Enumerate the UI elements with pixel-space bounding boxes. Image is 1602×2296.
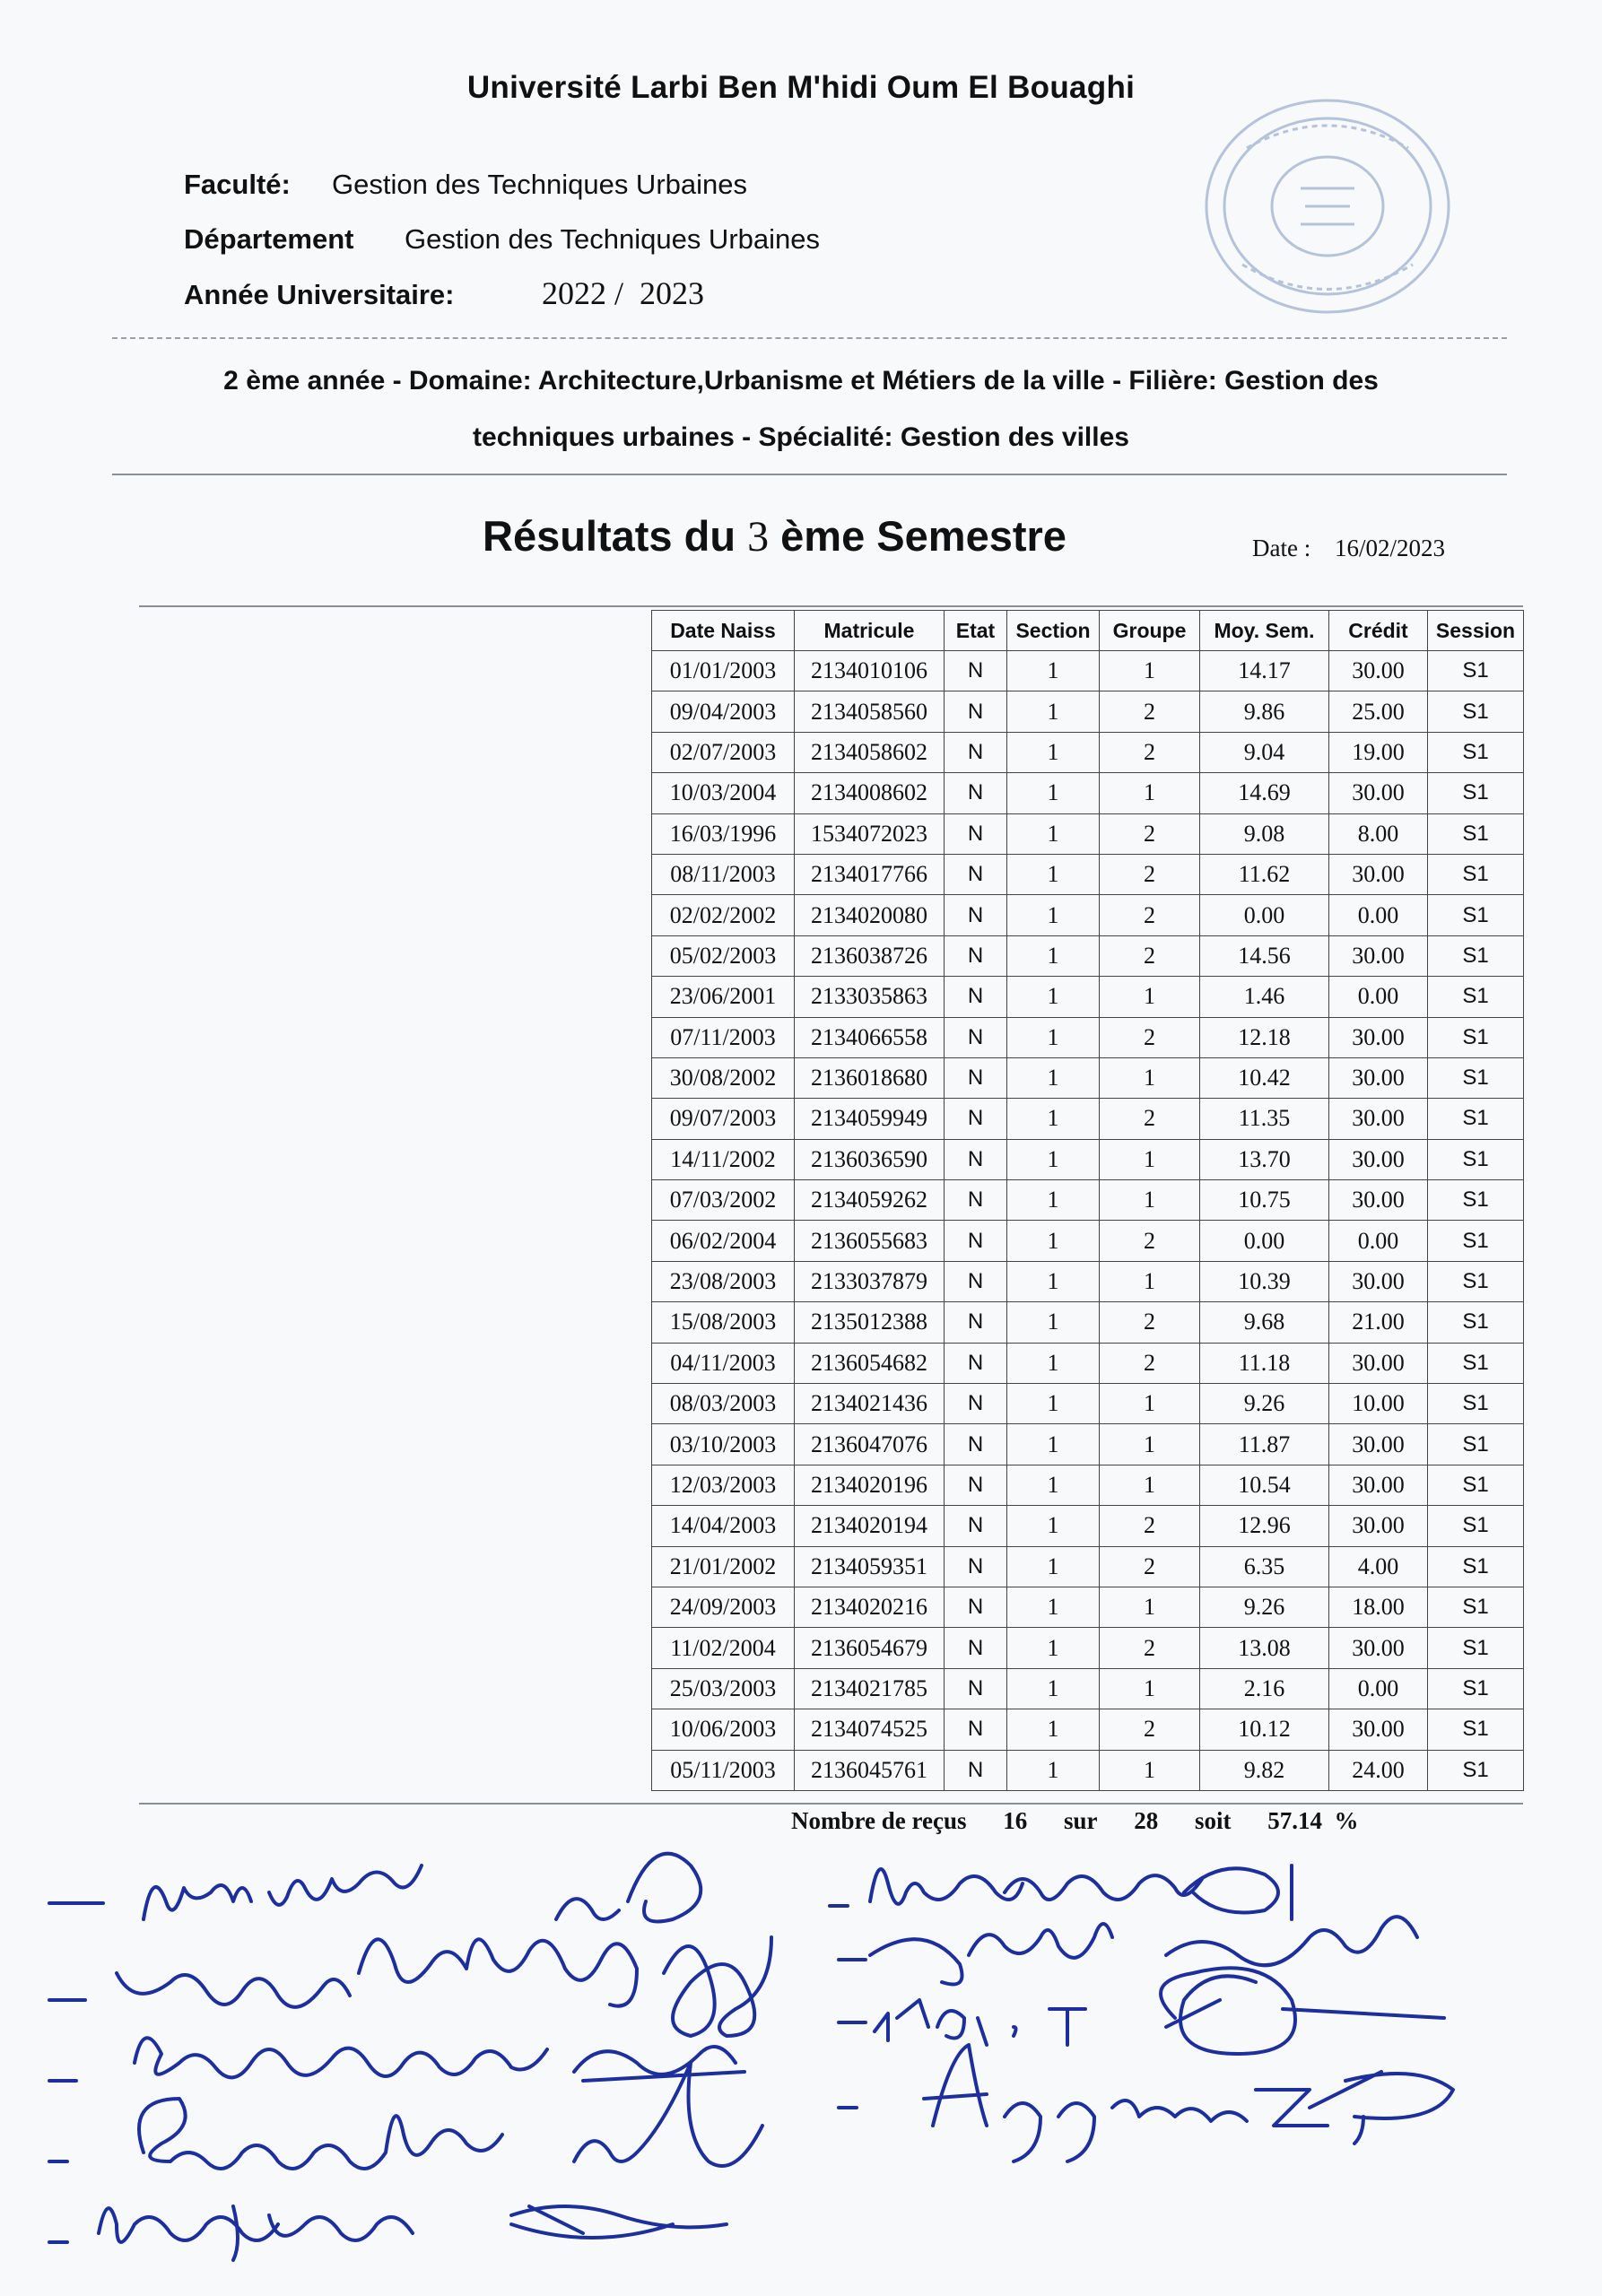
cell-matricule: 2134021436 bbox=[795, 1384, 945, 1424]
cell-section: 1 bbox=[1007, 1139, 1100, 1179]
cell-groupe: 2 bbox=[1100, 1628, 1200, 1668]
cell-moy-sem: 0.00 bbox=[1200, 895, 1329, 935]
cell-credit: 19.00 bbox=[1329, 732, 1428, 772]
departement-label: Département bbox=[184, 223, 354, 255]
cell-etat: N bbox=[945, 1668, 1007, 1709]
cell-groupe: 1 bbox=[1100, 1587, 1200, 1627]
cell-matricule: 2134059262 bbox=[795, 1180, 945, 1221]
cell-groupe: 2 bbox=[1100, 895, 1200, 935]
cell-etat: N bbox=[945, 1546, 1007, 1587]
cell-section: 1 bbox=[1007, 732, 1100, 772]
cell-matricule: 2136054679 bbox=[795, 1628, 945, 1668]
cell-etat: N bbox=[945, 854, 1007, 894]
cell-credit: 8.00 bbox=[1329, 813, 1428, 854]
cell-etat: N bbox=[945, 1343, 1007, 1383]
annee-label: Année Universitaire: bbox=[184, 279, 455, 310]
cell-credit: 30.00 bbox=[1329, 1465, 1428, 1505]
cell-section: 1 bbox=[1007, 773, 1100, 813]
cell-section: 1 bbox=[1007, 1057, 1100, 1098]
cell-date-naiss: 25/03/2003 bbox=[652, 1668, 795, 1709]
cell-session: S1 bbox=[1428, 1139, 1524, 1179]
cell-section: 1 bbox=[1007, 854, 1100, 894]
cell-groupe: 1 bbox=[1100, 1057, 1200, 1098]
title-suffix: ème Semestre bbox=[780, 512, 1067, 560]
col-credit: Crédit bbox=[1329, 611, 1428, 651]
cell-credit: 30.00 bbox=[1329, 1017, 1428, 1057]
cell-credit: 4.00 bbox=[1329, 1546, 1428, 1587]
cell-credit: 30.00 bbox=[1329, 854, 1428, 894]
date-label: Date : bbox=[1252, 535, 1311, 561]
cell-etat: N bbox=[945, 691, 1007, 732]
cell-credit: 0.00 bbox=[1329, 977, 1428, 1017]
cell-moy-sem: 0.00 bbox=[1200, 1221, 1329, 1261]
cell-credit: 24.00 bbox=[1329, 1750, 1428, 1790]
cell-etat: N bbox=[945, 1750, 1007, 1790]
cell-date-naiss: 05/11/2003 bbox=[652, 1750, 795, 1790]
cell-moy-sem: 9.04 bbox=[1200, 732, 1329, 772]
cell-session: S1 bbox=[1428, 1302, 1524, 1343]
cell-date-naiss: 09/07/2003 bbox=[652, 1099, 795, 1139]
cell-groupe: 1 bbox=[1100, 1668, 1200, 1709]
cell-credit: 30.00 bbox=[1329, 1139, 1428, 1179]
cell-matricule: 2134008602 bbox=[795, 773, 945, 813]
summary-percent: 57.14 % bbox=[1267, 1807, 1359, 1834]
cell-session: S1 bbox=[1428, 1546, 1524, 1587]
cell-session: S1 bbox=[1428, 1384, 1524, 1424]
cell-session: S1 bbox=[1428, 773, 1524, 813]
cell-session: S1 bbox=[1428, 1668, 1524, 1709]
cell-section: 1 bbox=[1007, 691, 1100, 732]
cell-moy-sem: 13.70 bbox=[1200, 1139, 1329, 1179]
cell-credit: 0.00 bbox=[1329, 1221, 1428, 1261]
col-moy-sem: Moy. Sem. bbox=[1200, 611, 1329, 651]
cell-etat: N bbox=[945, 1302, 1007, 1343]
cell-section: 1 bbox=[1007, 1709, 1100, 1750]
cell-moy-sem: 14.69 bbox=[1200, 773, 1329, 813]
cell-etat: N bbox=[945, 1709, 1007, 1750]
faculte-label: Faculté: bbox=[184, 169, 291, 200]
cell-date-naiss: 21/01/2002 bbox=[652, 1546, 795, 1587]
cell-groupe: 1 bbox=[1100, 651, 1200, 691]
cell-credit: 30.00 bbox=[1329, 1709, 1428, 1750]
cell-section: 1 bbox=[1007, 1465, 1100, 1505]
cell-groupe: 2 bbox=[1100, 1221, 1200, 1261]
summary-total: 28 bbox=[1134, 1807, 1159, 1834]
cell-session: S1 bbox=[1428, 1221, 1524, 1261]
cell-section: 1 bbox=[1007, 1180, 1100, 1221]
cell-section: 1 bbox=[1007, 813, 1100, 854]
cell-etat: N bbox=[945, 1221, 1007, 1261]
cell-etat: N bbox=[945, 1139, 1007, 1179]
cell-section: 1 bbox=[1007, 1506, 1100, 1546]
cell-moy-sem: 14.17 bbox=[1200, 651, 1329, 691]
cell-session: S1 bbox=[1428, 1099, 1524, 1139]
cell-groupe: 2 bbox=[1100, 732, 1200, 772]
cell-date-naiss: 03/10/2003 bbox=[652, 1424, 795, 1465]
cell-groupe: 1 bbox=[1100, 1139, 1200, 1179]
cell-matricule: 2136045761 bbox=[795, 1750, 945, 1790]
cell-credit: 0.00 bbox=[1329, 895, 1428, 935]
cell-moy-sem: 12.18 bbox=[1200, 1017, 1329, 1057]
cell-section: 1 bbox=[1007, 977, 1100, 1017]
cell-date-naiss: 12/03/2003 bbox=[652, 1465, 795, 1505]
cell-credit: 10.00 bbox=[1329, 1384, 1428, 1424]
program-line-2: techniques urbaines - Spécialité: Gestion des villes bbox=[473, 422, 1129, 452]
col-matricule: Matricule bbox=[795, 611, 945, 651]
cell-moy-sem: 9.26 bbox=[1200, 1384, 1329, 1424]
cell-matricule: 1534072023 bbox=[795, 813, 945, 854]
cell-session: S1 bbox=[1428, 1424, 1524, 1465]
cell-etat: N bbox=[945, 773, 1007, 813]
cell-etat: N bbox=[945, 1180, 1007, 1221]
cell-moy-sem: 9.26 bbox=[1200, 1587, 1329, 1627]
cell-matricule: 2134059351 bbox=[795, 1546, 945, 1587]
cell-groupe: 2 bbox=[1100, 691, 1200, 732]
cell-matricule: 2134020194 bbox=[795, 1506, 945, 1546]
cell-session: S1 bbox=[1428, 1750, 1524, 1790]
summary-recus: 16 bbox=[1003, 1807, 1028, 1834]
cell-credit: 21.00 bbox=[1329, 1302, 1428, 1343]
cell-matricule: 2134020216 bbox=[795, 1587, 945, 1627]
cell-date-naiss: 23/08/2003 bbox=[652, 1261, 795, 1301]
cell-date-naiss: 01/01/2003 bbox=[652, 651, 795, 691]
cell-date-naiss: 11/02/2004 bbox=[652, 1628, 795, 1668]
cell-groupe: 2 bbox=[1100, 1343, 1200, 1383]
cell-moy-sem: 6.35 bbox=[1200, 1546, 1329, 1587]
cell-matricule: 2136036590 bbox=[795, 1139, 945, 1179]
cell-etat: N bbox=[945, 895, 1007, 935]
departement-value: Gestion des Techniques Urbaines bbox=[405, 223, 820, 255]
cell-date-naiss: 23/06/2001 bbox=[652, 977, 795, 1017]
cell-moy-sem: 13.08 bbox=[1200, 1628, 1329, 1668]
cell-matricule: 2134074525 bbox=[795, 1709, 945, 1750]
cell-moy-sem: 9.08 bbox=[1200, 813, 1329, 854]
cell-date-naiss: 10/03/2004 bbox=[652, 773, 795, 813]
cell-date-naiss: 08/11/2003 bbox=[652, 854, 795, 894]
cell-moy-sem: 10.54 bbox=[1200, 1465, 1329, 1505]
cell-moy-sem: 12.96 bbox=[1200, 1506, 1329, 1546]
cell-credit: 0.00 bbox=[1329, 1668, 1428, 1709]
cell-etat: N bbox=[945, 1057, 1007, 1098]
cell-date-naiss: 14/11/2002 bbox=[652, 1139, 795, 1179]
cell-etat: N bbox=[945, 1099, 1007, 1139]
cell-session: S1 bbox=[1428, 651, 1524, 691]
cell-session: S1 bbox=[1428, 732, 1524, 772]
cell-groupe: 1 bbox=[1100, 1261, 1200, 1301]
cell-groupe: 2 bbox=[1100, 1302, 1200, 1343]
cell-moy-sem: 9.68 bbox=[1200, 1302, 1329, 1343]
cell-matricule: 2134017766 bbox=[795, 854, 945, 894]
cell-matricule: 2136018680 bbox=[795, 1057, 945, 1098]
cell-section: 1 bbox=[1007, 1261, 1100, 1301]
cell-session: S1 bbox=[1428, 977, 1524, 1017]
cell-date-naiss: 04/11/2003 bbox=[652, 1343, 795, 1383]
cell-moy-sem: 10.75 bbox=[1200, 1180, 1329, 1221]
cell-credit: 30.00 bbox=[1329, 651, 1428, 691]
cell-date-naiss: 07/03/2002 bbox=[652, 1180, 795, 1221]
cell-matricule: 2134066558 bbox=[795, 1017, 945, 1057]
cell-date-naiss: 14/04/2003 bbox=[652, 1506, 795, 1546]
cell-etat: N bbox=[945, 935, 1007, 976]
cell-date-naiss: 10/06/2003 bbox=[652, 1709, 795, 1750]
cell-etat: N bbox=[945, 813, 1007, 854]
cell-date-naiss: 02/02/2002 bbox=[652, 895, 795, 935]
cell-groupe: 2 bbox=[1100, 1099, 1200, 1139]
cell-matricule: 2136054682 bbox=[795, 1343, 945, 1383]
col-section: Section bbox=[1007, 611, 1100, 651]
cell-session: S1 bbox=[1428, 1506, 1524, 1546]
cell-session: S1 bbox=[1428, 1465, 1524, 1505]
cell-session: S1 bbox=[1428, 1587, 1524, 1627]
cell-session: S1 bbox=[1428, 1343, 1524, 1383]
cell-matricule: 2134020080 bbox=[795, 895, 945, 935]
cell-session: S1 bbox=[1428, 1017, 1524, 1057]
cell-session: S1 bbox=[1428, 813, 1524, 854]
cell-groupe: 2 bbox=[1100, 935, 1200, 976]
cell-date-naiss: 24/09/2003 bbox=[652, 1587, 795, 1627]
cell-groupe: 1 bbox=[1100, 773, 1200, 813]
cell-matricule: 2134021785 bbox=[795, 1668, 945, 1709]
cell-section: 1 bbox=[1007, 895, 1100, 935]
cell-credit: 18.00 bbox=[1329, 1587, 1428, 1627]
cell-moy-sem: 1.46 bbox=[1200, 977, 1329, 1017]
cell-section: 1 bbox=[1007, 1628, 1100, 1668]
summary-sur-label: sur bbox=[1063, 1807, 1098, 1834]
cell-moy-sem: 10.12 bbox=[1200, 1709, 1329, 1750]
cell-moy-sem: 9.82 bbox=[1200, 1750, 1329, 1790]
cell-groupe: 2 bbox=[1100, 1506, 1200, 1546]
date-value: 16/02/2023 bbox=[1335, 535, 1446, 561]
cell-date-naiss: 02/07/2003 bbox=[652, 732, 795, 772]
cell-groupe: 1 bbox=[1100, 1180, 1200, 1221]
cell-credit: 30.00 bbox=[1329, 1180, 1428, 1221]
cell-date-naiss: 08/03/2003 bbox=[652, 1384, 795, 1424]
cell-section: 1 bbox=[1007, 1750, 1100, 1790]
cell-credit: 30.00 bbox=[1329, 1424, 1428, 1465]
cell-credit: 30.00 bbox=[1329, 1343, 1428, 1383]
cell-credit: 30.00 bbox=[1329, 1099, 1428, 1139]
cell-matricule: 2134020196 bbox=[795, 1465, 945, 1505]
annee-value: 2022 / 2023 bbox=[542, 275, 705, 311]
cell-section: 1 bbox=[1007, 651, 1100, 691]
cell-groupe: 2 bbox=[1100, 1709, 1200, 1750]
cell-section: 1 bbox=[1007, 1343, 1100, 1383]
cell-matricule: 2136055683 bbox=[795, 1221, 945, 1261]
col-session: Session bbox=[1428, 611, 1524, 651]
cell-date-naiss: 15/08/2003 bbox=[652, 1302, 795, 1343]
cell-session: S1 bbox=[1428, 935, 1524, 976]
cell-section: 1 bbox=[1007, 1587, 1100, 1627]
cell-etat: N bbox=[945, 1261, 1007, 1301]
cell-etat: N bbox=[945, 1506, 1007, 1546]
cell-etat: N bbox=[945, 1628, 1007, 1668]
cell-session: S1 bbox=[1428, 1709, 1524, 1750]
cell-moy-sem: 11.35 bbox=[1200, 1099, 1329, 1139]
title-semester-number: 3 bbox=[747, 513, 770, 561]
cell-credit: 25.00 bbox=[1329, 691, 1428, 732]
cell-credit: 30.00 bbox=[1329, 1506, 1428, 1546]
cell-session: S1 bbox=[1428, 1057, 1524, 1098]
cell-date-naiss: 06/02/2004 bbox=[652, 1221, 795, 1261]
cell-moy-sem: 9.86 bbox=[1200, 691, 1329, 732]
cell-section: 1 bbox=[1007, 1424, 1100, 1465]
cell-session: S1 bbox=[1428, 1628, 1524, 1668]
cell-matricule: 2136047076 bbox=[795, 1424, 945, 1465]
cell-credit: 30.00 bbox=[1329, 1057, 1428, 1098]
cell-session: S1 bbox=[1428, 1180, 1524, 1221]
cell-moy-sem: 11.87 bbox=[1200, 1424, 1329, 1465]
col-date-naiss: Date Naiss bbox=[652, 611, 795, 651]
cell-matricule: 2134058602 bbox=[795, 732, 945, 772]
cell-section: 1 bbox=[1007, 1546, 1100, 1587]
cell-moy-sem: 14.56 bbox=[1200, 935, 1329, 976]
cell-section: 1 bbox=[1007, 1017, 1100, 1057]
cell-moy-sem: 10.42 bbox=[1200, 1057, 1329, 1098]
col-groupe: Groupe bbox=[1100, 611, 1200, 651]
cell-groupe: 1 bbox=[1100, 1465, 1200, 1505]
cell-groupe: 2 bbox=[1100, 1546, 1200, 1587]
cell-section: 1 bbox=[1007, 1099, 1100, 1139]
cell-section: 1 bbox=[1007, 1221, 1100, 1261]
cell-etat: N bbox=[945, 1465, 1007, 1505]
cell-moy-sem: 10.39 bbox=[1200, 1261, 1329, 1301]
cell-moy-sem: 11.18 bbox=[1200, 1343, 1329, 1383]
cell-date-naiss: 16/03/1996 bbox=[652, 813, 795, 854]
col-etat: Etat bbox=[945, 611, 1007, 651]
cell-section: 1 bbox=[1007, 1384, 1100, 1424]
cell-groupe: 1 bbox=[1100, 1424, 1200, 1465]
cell-etat: N bbox=[945, 977, 1007, 1017]
title-prefix: Résultats du bbox=[483, 512, 736, 560]
cell-groupe: 2 bbox=[1100, 854, 1200, 894]
cell-credit: 30.00 bbox=[1329, 773, 1428, 813]
cell-credit: 30.00 bbox=[1329, 935, 1428, 976]
cell-date-naiss: 30/08/2002 bbox=[652, 1057, 795, 1098]
cell-etat: N bbox=[945, 1384, 1007, 1424]
cell-etat: N bbox=[945, 732, 1007, 772]
university-name: Université Larbi Ben M'hidi Oum El Bouaghi bbox=[466, 70, 1136, 105]
cell-session: S1 bbox=[1428, 854, 1524, 894]
cell-etat: N bbox=[945, 1587, 1007, 1627]
cell-matricule: 2134058560 bbox=[795, 691, 945, 732]
cell-etat: N bbox=[945, 1424, 1007, 1465]
cell-session: S1 bbox=[1428, 1261, 1524, 1301]
cell-session: S1 bbox=[1428, 895, 1524, 935]
cell-groupe: 1 bbox=[1100, 977, 1200, 1017]
cell-etat: N bbox=[945, 651, 1007, 691]
cell-groupe: 1 bbox=[1100, 1750, 1200, 1790]
cell-session: S1 bbox=[1428, 691, 1524, 732]
cell-matricule: 2134059949 bbox=[795, 1099, 945, 1139]
faculte-value: Gestion des Techniques Urbaines bbox=[332, 169, 747, 200]
cell-moy-sem: 2.16 bbox=[1200, 1668, 1329, 1709]
summary-soit-label: soit bbox=[1195, 1807, 1232, 1834]
summary-label: Nombre de reçus bbox=[791, 1807, 967, 1834]
cell-date-naiss: 07/11/2003 bbox=[652, 1017, 795, 1057]
cell-moy-sem: 11.62 bbox=[1200, 854, 1329, 894]
cell-section: 1 bbox=[1007, 1302, 1100, 1343]
cell-section: 1 bbox=[1007, 935, 1100, 976]
cell-section: 1 bbox=[1007, 1668, 1100, 1709]
cell-matricule: 2136038726 bbox=[795, 935, 945, 976]
cell-date-naiss: 09/04/2003 bbox=[652, 691, 795, 732]
cell-credit: 30.00 bbox=[1329, 1628, 1428, 1668]
cell-matricule: 2135012388 bbox=[795, 1302, 945, 1343]
cell-matricule: 2134010106 bbox=[795, 651, 945, 691]
program-line-1: 2 ème année - Domaine: Architecture,Urbanisme et Métiers de la ville - Filière: Gestion des bbox=[223, 366, 1379, 396]
cell-groupe: 2 bbox=[1100, 813, 1200, 854]
cell-date-naiss: 05/02/2003 bbox=[652, 935, 795, 976]
cell-matricule: 2133037879 bbox=[795, 1261, 945, 1301]
cell-credit: 30.00 bbox=[1329, 1261, 1428, 1301]
cell-groupe: 1 bbox=[1100, 1384, 1200, 1424]
cell-etat: N bbox=[945, 1017, 1007, 1057]
cell-groupe: 2 bbox=[1100, 1017, 1200, 1057]
cell-matricule: 2133035863 bbox=[795, 977, 945, 1017]
